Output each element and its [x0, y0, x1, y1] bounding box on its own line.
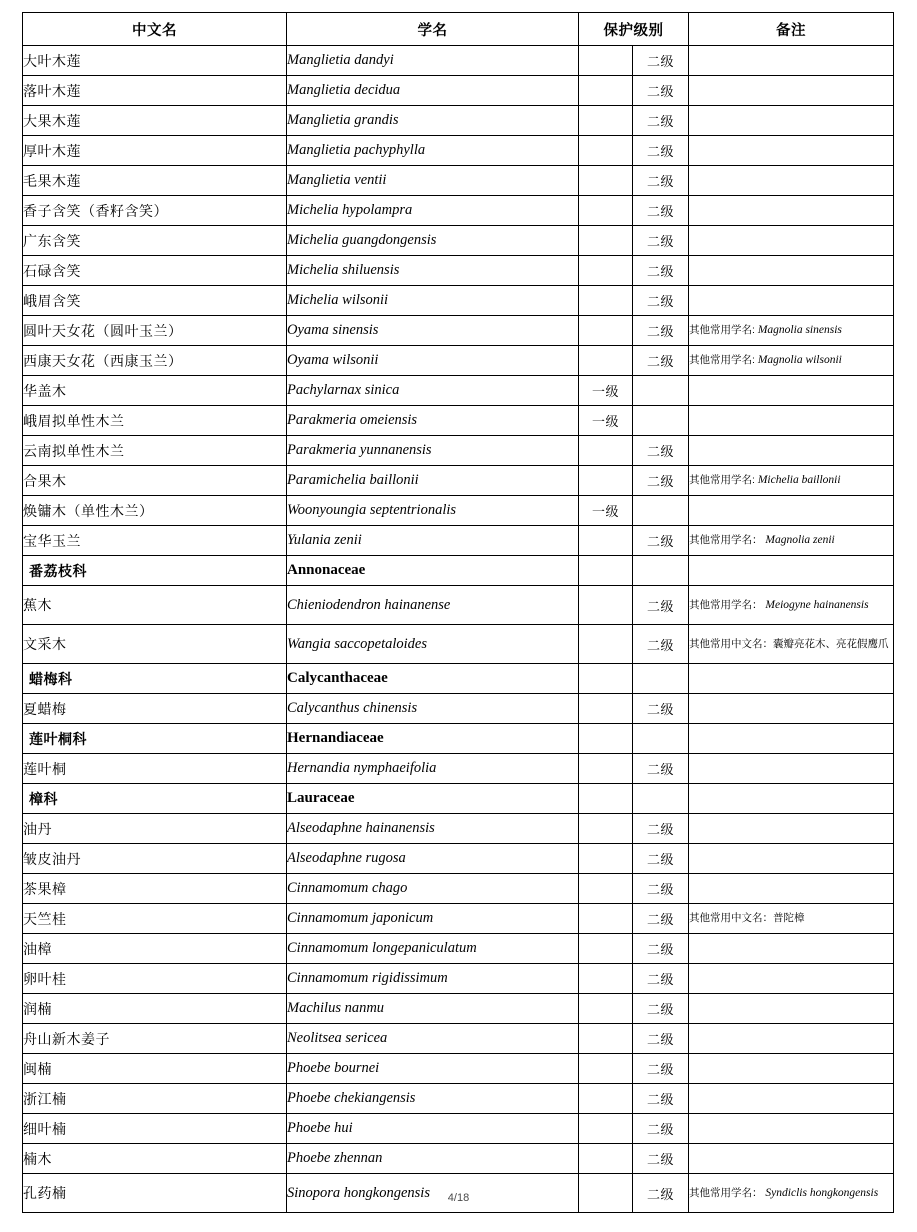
cell-chinese-name: 大果木莲 [23, 106, 287, 136]
table-row [23, 904, 894, 934]
cell-scientific-name: Michelia guangdongensis [287, 226, 579, 256]
cell-chinese-name: 楠木 [23, 1144, 287, 1174]
table-header-row [23, 13, 894, 46]
cell-chinese-name: 广东含笑 [23, 226, 287, 256]
cell-protection-level-first-class [579, 664, 633, 694]
cell-remarks [689, 196, 894, 226]
table-row [23, 466, 894, 496]
table-row [23, 376, 894, 406]
cell-scientific-name: Woonyoungia septentrionalis [287, 496, 579, 526]
remark-synonym-name: Magnolia sinensis [757, 324, 842, 337]
cell-chinese-name: 大叶木莲 [23, 46, 287, 76]
cell-remarks [689, 874, 894, 904]
cell-protection-level-second-class: 二级 [633, 934, 689, 964]
cell-protection-level-second-class: 二级 [633, 346, 689, 376]
cell-scientific-name: Phoebe zhennan [287, 1144, 579, 1174]
cell-remarks [689, 1114, 894, 1144]
cell-protection-level-first-class [579, 694, 633, 724]
cell-protection-level-first-class [579, 1084, 633, 1114]
cell-protection-level-second-class [633, 664, 689, 694]
cell-scientific-name: Michelia wilsonii [287, 286, 579, 316]
remark-synonym-name: Syndiclis hongkongensis [765, 1186, 879, 1199]
cell-chinese-name: 油樟 [23, 934, 287, 964]
table-row [23, 436, 894, 466]
cell-chinese-name: 卵叶桂 [23, 964, 287, 994]
cell-remarks [689, 256, 894, 286]
column-header-remarks: 备注 [689, 13, 894, 46]
cell-scientific-name: Annonaceae [287, 556, 579, 586]
cell-scientific-name: Chieniodendron hainanense [287, 586, 579, 625]
cell-protection-level-first-class [579, 346, 633, 376]
cell-scientific-name: Manglietia pachyphylla [287, 136, 579, 166]
table-row [23, 844, 894, 874]
table-row [23, 934, 894, 964]
table-row [23, 76, 894, 106]
cell-protection-level-second-class: 二级 [633, 316, 689, 346]
cell-protection-level-first-class [579, 466, 633, 496]
table-row [23, 1114, 894, 1144]
cell-remarks [689, 466, 894, 496]
table-row [23, 754, 894, 784]
cell-protection-level-second-class: 二级 [633, 1174, 689, 1213]
cell-protection-level-second-class: 二级 [633, 136, 689, 166]
table-row [23, 1144, 894, 1174]
cell-scientific-name: Cinnamomum japonicum [287, 904, 579, 934]
cell-chinese-name: 细叶楠 [23, 1114, 287, 1144]
cell-scientific-name: Cinnamomum longepaniculatum [287, 934, 579, 964]
cell-chinese-name: 合果木 [23, 466, 287, 496]
cell-chinese-name: 宝华玉兰 [23, 526, 287, 556]
cell-protection-level-second-class [633, 724, 689, 754]
table-row [23, 46, 894, 76]
cell-scientific-name: Sinopora hongkongensis [287, 1174, 579, 1213]
table-row [23, 226, 894, 256]
family-row [23, 556, 894, 586]
cell-protection-level-first-class [579, 106, 633, 136]
cell-remarks [689, 316, 894, 346]
cell-remarks [689, 226, 894, 256]
cell-protection-level-first-class [579, 166, 633, 196]
cell-chinese-name: 圆叶天女花（圆叶玉兰） [23, 316, 287, 346]
cell-protection-level-first-class [579, 526, 633, 556]
remark-prefix-label: 其他常用学名： [689, 598, 763, 611]
cell-protection-level-first-class [579, 316, 633, 346]
cell-scientific-name: Wangia saccopetaloides [287, 625, 579, 664]
page-number-footer: 4/18 [447, 1192, 470, 1204]
cell-protection-level-second-class [633, 784, 689, 814]
cell-scientific-name: Phoebe chekiangensis [287, 1084, 579, 1114]
cell-protection-level-first-class [579, 814, 633, 844]
cell-protection-level-first-class: 一级 [579, 496, 633, 526]
cell-chinese-name: 舟山新木姜子 [23, 1024, 287, 1054]
cell-scientific-name: Michelia hypolampra [287, 196, 579, 226]
cell-protection-level-second-class: 二级 [633, 106, 689, 136]
cell-scientific-name: Parakmeria omeiensis [287, 406, 579, 436]
protected-species-table [22, 12, 894, 1213]
remark-prefix-label: 其他常用学名： [689, 1186, 763, 1199]
cell-protection-level-first-class [579, 1114, 633, 1144]
table-row [23, 406, 894, 436]
cell-chinese-name: 夏蜡梅 [23, 694, 287, 724]
cell-protection-level-first-class [579, 964, 633, 994]
cell-chinese-name: 蜡梅科 [23, 664, 287, 694]
cell-remarks [689, 994, 894, 1024]
cell-remarks [689, 844, 894, 874]
cell-remarks [689, 106, 894, 136]
remark-synonym-name: Magnolia wilsonii [757, 354, 842, 367]
cell-remarks: 其他常用中文名：普陀樟 [689, 904, 894, 934]
cell-protection-level-first-class [579, 556, 633, 586]
cell-chinese-name: 皱皮油丹 [23, 844, 287, 874]
cell-scientific-name: Oyama sinensis [287, 316, 579, 346]
cell-protection-level-first-class [579, 256, 633, 286]
cell-remarks [689, 1024, 894, 1054]
cell-protection-level-second-class: 二级 [633, 1024, 689, 1054]
cell-protection-level-first-class [579, 844, 633, 874]
cell-scientific-name: Pachylarnax sinica [287, 376, 579, 406]
cell-remarks [689, 76, 894, 106]
table-row [23, 814, 894, 844]
cell-remarks [689, 586, 894, 625]
cell-protection-level-first-class [579, 196, 633, 226]
cell-protection-level-second-class: 二级 [633, 466, 689, 496]
cell-chinese-name: 华盖木 [23, 376, 287, 406]
table-row [23, 496, 894, 526]
cell-scientific-name: Oyama wilsonii [287, 346, 579, 376]
cell-scientific-name: Paramichelia baillonii [287, 466, 579, 496]
cell-remarks [689, 136, 894, 166]
cell-chinese-name: 樟科 [23, 784, 287, 814]
document-page [22, 12, 893, 1213]
table-row [23, 994, 894, 1024]
cell-protection-level-second-class: 二级 [633, 196, 689, 226]
cell-scientific-name: Manglietia ventii [287, 166, 579, 196]
cell-protection-level-second-class: 二级 [633, 844, 689, 874]
cell-remarks [689, 406, 894, 436]
cell-scientific-name: Manglietia decidua [287, 76, 579, 106]
cell-remarks [689, 784, 894, 814]
cell-chinese-name: 峨眉拟单性木兰 [23, 406, 287, 436]
cell-scientific-name: Machilus nanmu [287, 994, 579, 1024]
cell-chinese-name: 西康天女花（西康玉兰） [23, 346, 287, 376]
cell-scientific-name: Alseodaphne rugosa [287, 844, 579, 874]
cell-protection-level-second-class: 二级 [633, 904, 689, 934]
cell-remarks [689, 964, 894, 994]
cell-protection-level-second-class: 二级 [633, 754, 689, 784]
cell-protection-level-second-class: 二级 [633, 256, 689, 286]
cell-protection-level-first-class [579, 286, 633, 316]
cell-protection-level-second-class: 二级 [633, 1054, 689, 1084]
cell-remarks [689, 934, 894, 964]
cell-remarks [689, 694, 894, 724]
column-header-chinese-name: 中文名 [23, 13, 287, 46]
cell-protection-level-first-class [579, 1024, 633, 1054]
cell-remarks [689, 754, 894, 784]
cell-protection-level-second-class: 二级 [633, 526, 689, 556]
cell-remarks [689, 724, 894, 754]
cell-remarks [689, 1084, 894, 1114]
cell-remarks [689, 1144, 894, 1174]
cell-chinese-name: 莲叶桐 [23, 754, 287, 784]
remark-prefix-label: 其他常用学名: [689, 324, 755, 337]
column-header-protection-level: 保护级别 [579, 13, 689, 46]
table-row [23, 874, 894, 904]
cell-remarks [689, 376, 894, 406]
cell-scientific-name: Manglietia grandis [287, 106, 579, 136]
cell-protection-level-first-class [579, 784, 633, 814]
cell-protection-level-first-class [579, 436, 633, 466]
cell-protection-level-first-class [579, 994, 633, 1024]
cell-protection-level-first-class [579, 46, 633, 76]
table-row [23, 1084, 894, 1114]
cell-scientific-name: Alseodaphne hainanensis [287, 814, 579, 844]
table-row [23, 286, 894, 316]
cell-protection-level-second-class: 二级 [633, 436, 689, 466]
remark-synonym-name: Meiogyne hainanensis [765, 598, 869, 611]
cell-protection-level-second-class: 二级 [633, 694, 689, 724]
cell-protection-level-second-class [633, 556, 689, 586]
cell-chinese-name: 焕镛木（单性木兰） [23, 496, 287, 526]
cell-scientific-name: Hernandia nymphaeifolia [287, 754, 579, 784]
cell-protection-level-first-class [579, 904, 633, 934]
table-row [23, 346, 894, 376]
cell-protection-level-second-class: 二级 [633, 1084, 689, 1114]
cell-protection-level-second-class: 二级 [633, 814, 689, 844]
cell-chinese-name: 孔药楠 [23, 1174, 287, 1213]
cell-remarks [689, 814, 894, 844]
cell-scientific-name: Cinnamomum rigidissimum [287, 964, 579, 994]
cell-remarks [689, 1054, 894, 1084]
cell-chinese-name: 蕉木 [23, 586, 287, 625]
cell-remarks [689, 166, 894, 196]
cell-remarks: 其他常用中文名：囊瓣亮花木、亮花假鹰爪 [689, 625, 894, 664]
cell-protection-level-first-class [579, 625, 633, 664]
cell-chinese-name: 天竺桂 [23, 904, 287, 934]
cell-protection-level-second-class: 二级 [633, 286, 689, 316]
cell-chinese-name: 莲叶桐科 [23, 724, 287, 754]
table-row [23, 1024, 894, 1054]
cell-protection-level-second-class [633, 376, 689, 406]
cell-protection-level-first-class [579, 724, 633, 754]
cell-protection-level-second-class: 二级 [633, 1114, 689, 1144]
cell-protection-level-second-class: 二级 [633, 586, 689, 625]
cell-scientific-name: Parakmeria yunnanensis [287, 436, 579, 466]
table-body [23, 46, 894, 1213]
cell-protection-level-first-class [579, 874, 633, 904]
cell-protection-level-first-class [579, 754, 633, 784]
table-row [23, 316, 894, 346]
remark-prefix-label: 其他常用学名: [689, 354, 755, 367]
table-row [23, 964, 894, 994]
family-row [23, 724, 894, 754]
remark-synonym-name: Michelia baillonii [757, 474, 841, 487]
cell-scientific-name: Yulania zenii [287, 526, 579, 556]
cell-chinese-name: 毛果木莲 [23, 166, 287, 196]
cell-protection-level-first-class [579, 934, 633, 964]
cell-protection-level-second-class: 二级 [633, 76, 689, 106]
cell-remarks [689, 286, 894, 316]
table-row [23, 1054, 894, 1084]
cell-protection-level-first-class [579, 586, 633, 625]
cell-remarks [689, 346, 894, 376]
cell-chinese-name: 峨眉含笑 [23, 286, 287, 316]
cell-remarks [689, 526, 894, 556]
cell-protection-level-second-class: 二级 [633, 874, 689, 904]
cell-protection-level-second-class: 二级 [633, 964, 689, 994]
cell-chinese-name: 香子含笑（香籽含笑） [23, 196, 287, 226]
remark-prefix-label: 其他常用学名: [689, 474, 755, 487]
cell-scientific-name: Phoebe hui [287, 1114, 579, 1144]
cell-chinese-name: 落叶木莲 [23, 76, 287, 106]
cell-chinese-name: 云南拟单性木兰 [23, 436, 287, 466]
cell-protection-level-first-class [579, 1054, 633, 1084]
cell-protection-level-first-class [579, 136, 633, 166]
cell-chinese-name: 闽楠 [23, 1054, 287, 1084]
table-row [23, 526, 894, 556]
cell-chinese-name: 番荔枝科 [23, 556, 287, 586]
cell-scientific-name: Phoebe bournei [287, 1054, 579, 1084]
table-row [23, 166, 894, 196]
cell-scientific-name: Neolitsea sericea [287, 1024, 579, 1054]
cell-protection-level-second-class [633, 406, 689, 436]
table-row [23, 586, 894, 625]
cell-protection-level-first-class: 一级 [579, 376, 633, 406]
cell-chinese-name: 茶果樟 [23, 874, 287, 904]
cell-protection-level-second-class: 二级 [633, 226, 689, 256]
cell-chinese-name: 文采木 [23, 625, 287, 664]
cell-scientific-name: Manglietia dandyi [287, 46, 579, 76]
cell-chinese-name: 石碌含笑 [23, 256, 287, 286]
remark-prefix-label: 其他常用学名： [689, 534, 763, 547]
cell-protection-level-second-class: 二级 [633, 994, 689, 1024]
cell-remarks [689, 436, 894, 466]
table-row [23, 136, 894, 166]
cell-chinese-name: 润楠 [23, 994, 287, 1024]
table-row [23, 196, 894, 226]
cell-chinese-name: 油丹 [23, 814, 287, 844]
cell-protection-level-first-class: 一级 [579, 406, 633, 436]
table-row [23, 256, 894, 286]
cell-protection-level-second-class: 二级 [633, 625, 689, 664]
family-row [23, 784, 894, 814]
cell-scientific-name: Calycanthaceae [287, 664, 579, 694]
table-row [23, 106, 894, 136]
cell-chinese-name: 浙江楠 [23, 1084, 287, 1114]
cell-remarks [689, 556, 894, 586]
cell-protection-level-second-class: 二级 [633, 46, 689, 76]
cell-scientific-name: Michelia shiluensis [287, 256, 579, 286]
table-row [23, 694, 894, 724]
column-header-scientific-name: 学名 [287, 13, 579, 46]
cell-chinese-name: 厚叶木莲 [23, 136, 287, 166]
cell-scientific-name: Lauraceae [287, 784, 579, 814]
cell-protection-level-second-class: 二级 [633, 1144, 689, 1174]
cell-scientific-name: Hernandiaceae [287, 724, 579, 754]
cell-remarks [689, 664, 894, 694]
cell-protection-level-first-class [579, 76, 633, 106]
cell-protection-level-second-class: 二级 [633, 166, 689, 196]
cell-remarks [689, 46, 894, 76]
cell-protection-level-first-class [579, 1144, 633, 1174]
family-row [23, 664, 894, 694]
cell-scientific-name: Calycanthus chinensis [287, 694, 579, 724]
cell-protection-level-second-class [633, 496, 689, 526]
cell-scientific-name: Cinnamomum chago [287, 874, 579, 904]
remark-synonym-name: Magnolia zenii [765, 534, 835, 547]
cell-remarks [689, 496, 894, 526]
table-row [23, 625, 894, 664]
cell-protection-level-first-class [579, 226, 633, 256]
